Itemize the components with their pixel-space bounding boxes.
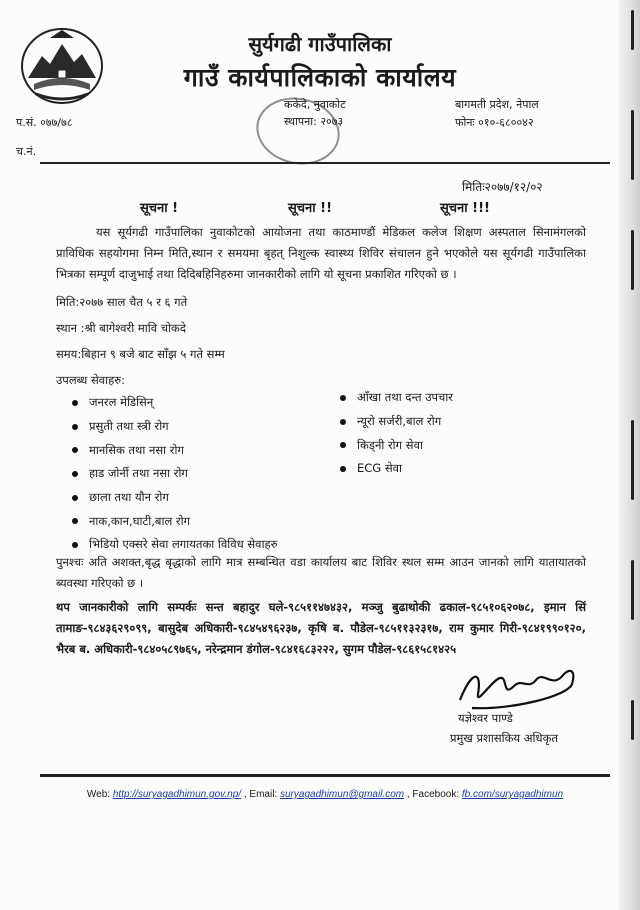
footer-divider (40, 774, 610, 777)
signatory-title: प्रमुख प्रशासकिय अधिकृत (450, 731, 558, 745)
bullet-icon (72, 471, 78, 477)
services-list-left (72, 391, 278, 557)
header-divider (40, 162, 610, 164)
bullet-icon (340, 466, 346, 472)
list-item: प्रसुती तथा स्त्री रोग (72, 415, 278, 439)
bullet-icon (72, 424, 78, 430)
notice-heading-3: सूचना !!! (440, 201, 490, 216)
facebook-link[interactable]: fb.com/suryagadhimun (461, 789, 564, 800)
dispatch-number: च.नं. (16, 145, 37, 158)
office-title-line2: गाउँ कार्यपालिकाको कार्यालय (183, 63, 457, 92)
list-item: हाड जोर्नी तथा नसा रोग (72, 462, 278, 486)
list-item: जनरल मेडिसिन् (72, 391, 278, 415)
bullet-icon (72, 518, 78, 524)
province-text: बागमती प्रदेश, नेपाल (455, 98, 539, 111)
notice-date: मितिः२०७७/१२/०२ (462, 180, 543, 194)
list-item: भिडियो एक्सरे सेवा लगायतका विविध सेवाहरु (72, 533, 278, 557)
footer-contacts: Web: http://suryagadhimun.gov.np/ , Email: suryagadhimun@gmail.com , Facebook: fb.com/suryagadhimun (86, 789, 564, 800)
list-item: नाक,कान,घाटी,बाल रोग (72, 509, 278, 533)
bullet-icon (340, 395, 346, 401)
notice-heading-1: सूचना ! (140, 201, 179, 216)
bullet-icon (72, 495, 78, 501)
services-list-right (340, 386, 453, 481)
location-text: ककेदे, नुवाकोट (284, 98, 346, 111)
list-item: ECG सेवा (340, 457, 453, 481)
bullet-icon (72, 400, 78, 406)
list-item: न्यूरो सर्जरी,बाल रोग (340, 410, 453, 434)
signatory-name: यज्ञेश्वर पाण्डे (458, 711, 513, 725)
list-item: आँखा तथा दन्त उपचार (340, 386, 453, 410)
event-time: समय:बिहान ९ बजे बाट साँझ ५ गते सम्म (56, 347, 225, 361)
year-mark-text: स्थापना: २०७३ (284, 115, 344, 128)
postscript: पुनश्चः अति अशक्त,बृद्ध बृद्धाको लागि मात्र सम्बन्धित वडा कार्यालय बाट शिविर स्थल सम्म आउन जानको लागि यातायातको ब्यवस्था गरिएको छ । (56, 555, 586, 590)
contact-info: थप जानकारीको लागि सम्पर्कः सन्त बहादुर घले-९८५११४७४३२, मञ्जु बुढाथोकी ढकाल-९८५१०६२०७८, इमान सिं तामाङ-९८४३६२९०९९, बासुदेब अधिकारी-९८४५४९६२३७, कृषि ब. पौडेल-९८५११३२३१७, राम कुमार गिरी-९८४१९९०१२०, भैरब ब. अधिकारी-९८४०५८९७६५, नरेन्द्रमान डंगोल-९८४१६८३२२२, सुगम पौडेल-९८६१५८१४२५ (56, 600, 586, 656)
list-item: मानसिक तथा नसा रोग (72, 438, 278, 462)
event-place: स्थान :श्री बागेश्वरी मावि चोकदे (56, 321, 186, 335)
event-date: मिति:२०७७ साल चैत ५ र ६ गते (56, 295, 188, 309)
office-title-line1: सुर्यगढी गाउँपालिका (248, 32, 392, 56)
bullet-icon (72, 542, 78, 548)
bullet-icon (72, 447, 78, 453)
bullet-icon (340, 442, 346, 448)
notice-heading-2: सूचना !! (288, 201, 333, 216)
bullet-icon (340, 419, 346, 425)
list-item: छाला तथा यौन रोग (72, 486, 278, 510)
services-heading: उपलब्ध सेवाहरु: (56, 373, 125, 387)
reference-number: प.सं. ०७७/७८ (16, 116, 73, 129)
list-item: किड्नी रोग सेवा (340, 433, 453, 457)
email-link[interactable]: suryagadhimun@gmail.com (280, 789, 405, 800)
website-link[interactable]: http://suryagadhimun.gov.np/ (112, 789, 242, 800)
notice-body: यस सूर्यगढी गाउँपालिका नुवाकोटको आयोजना तथा काठमाण्डौं मेडिकल कलेज शिक्षण अस्पताल सिनामंगलको प्राविधिक सहयोगमा निम्न मिति,स्थान र समयमा बृहत् निशुल्क स्वास्थ्य शिविर संचालन हुने भएकोले यस सूर्यगढी गाउँपालिका भित्रका सम्पूर्ण दाजुभाई तथा दिदिबहिनिहरुमा जानकारीको लागि यो सूचना प्रकाशित गरिएको छ । (56, 225, 586, 281)
phone-text: फोनः ०१०-६८००४२ (455, 116, 534, 129)
scanned-page-edge (618, 0, 640, 910)
